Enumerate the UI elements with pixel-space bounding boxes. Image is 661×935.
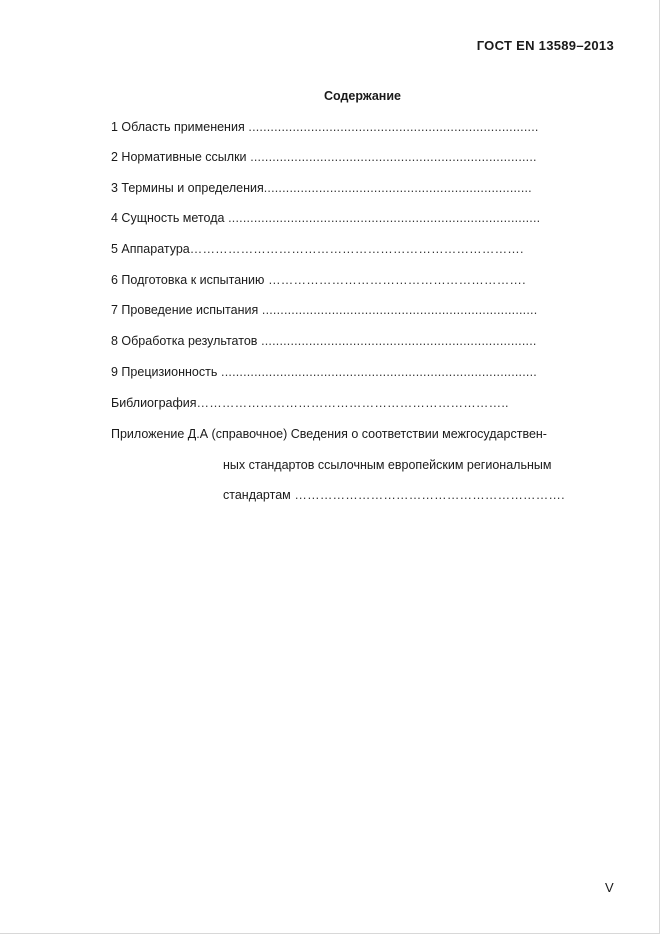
toc-entry-label: ных стандартов ссылочным европейским региональным xyxy=(223,458,552,472)
toc-leader-dots: ……………………………………………………. xyxy=(264,273,526,287)
toc-title: Содержание xyxy=(323,89,401,103)
toc-entry-label: 3 Термины и определения xyxy=(111,181,264,195)
toc-entry-normative-references[interactable] xyxy=(111,149,537,165)
toc-leader-dots: ……………………………………………………………………. xyxy=(189,242,524,256)
toc-leader-dots: .............................................................................. xyxy=(246,150,537,164)
toc-leader-dots: ……………………………………………………………….. xyxy=(196,396,509,410)
toc-entry-precision[interactable] xyxy=(111,364,537,380)
document-header: ГОСТ EN 13589–2013 xyxy=(476,38,614,53)
toc-entry-appendix-line1[interactable] xyxy=(111,426,547,442)
toc-entry-apparatus[interactable] xyxy=(111,241,524,257)
toc-entry-appendix-line2[interactable] xyxy=(223,457,551,473)
toc-leader-dots: ........................................................................... xyxy=(258,303,538,317)
toc-entry-bibliography[interactable] xyxy=(111,395,509,411)
toc-entry-label: 7 Проведение испытания xyxy=(111,303,259,317)
toc-entry-label: стандартам xyxy=(223,488,291,502)
toc-entry-method-principle[interactable] xyxy=(111,210,540,226)
toc-entry-label: Библиография xyxy=(111,396,197,410)
toc-entry-label: 1 Область применения xyxy=(111,120,245,134)
toc-entry-scope[interactable] xyxy=(111,119,539,135)
toc-leader-dots: ………………………………………………………. xyxy=(290,488,565,502)
toc-entry-label: 9 Прецизионность xyxy=(111,365,218,379)
toc-entry-terms-definitions[interactable] xyxy=(111,180,532,196)
toc-entry-label: 8 Обработка результатов xyxy=(111,334,258,348)
page-number: V xyxy=(605,880,614,895)
toc-entry-label: 4 Сущность метода xyxy=(111,211,225,225)
toc-leader-dots: ..................................................................................... xyxy=(224,211,541,225)
toc-leader-dots: ........................................................................... xyxy=(257,334,537,348)
toc-entry-label: 6 Подготовка к испытанию xyxy=(111,273,265,287)
toc-leader-dots: ............................................................................... xyxy=(244,120,539,134)
toc-entry-results-processing[interactable] xyxy=(111,333,537,349)
toc-entry-test-preparation[interactable] xyxy=(111,272,526,288)
toc-entry-label: 5 Аппаратура xyxy=(111,242,190,256)
toc-entry-test-procedure[interactable] xyxy=(111,302,537,318)
toc-leader-dots: ......................................................................... xyxy=(263,181,532,195)
toc-entry-label: 2 Нормативные ссылки xyxy=(111,150,247,164)
toc-entry-appendix-line3[interactable] xyxy=(223,487,565,503)
toc-entry-label: Приложение Д.А (справочное) Сведения о соответствии межгосударствен- xyxy=(111,427,547,441)
toc-leader-dots: ...................................................................................... xyxy=(217,365,537,379)
